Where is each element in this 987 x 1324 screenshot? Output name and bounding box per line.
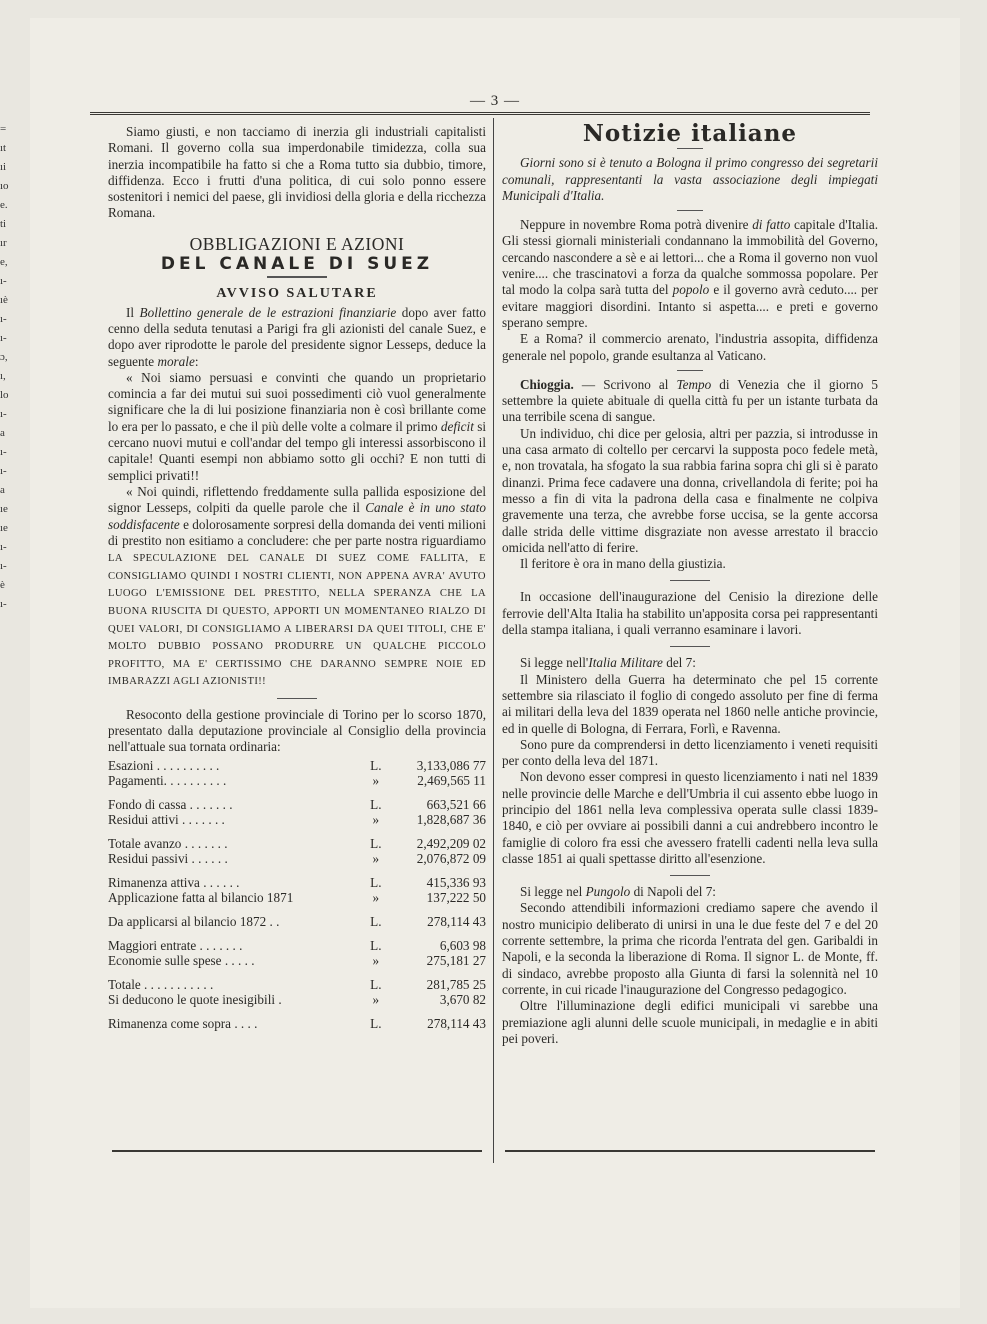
tempo-title: Tempo — [676, 376, 712, 392]
cenisio-paragraph: In occasione dell'inaugurazione del Cenisio la direzione delle ferrovie dell'Alta Italia ha stabilito un'apposita corsa pei rappresentanti della stampa italiana, i quali verranno esaminare i lavori. — [502, 589, 878, 638]
row-value: 2,076,872 09 — [416, 850, 486, 866]
table-row — [108, 938, 486, 953]
roma-paragraph — [502, 217, 878, 331]
text: e dolorosamente sorpresi della domanda dei venti milioni di prestito non esitiamo a concludere: che per parte nostra riguardiamo — [108, 516, 486, 548]
chioggia-label: Chioggia. — [520, 376, 574, 392]
row-currency: L. — [370, 913, 382, 929]
text: — Scrivono al — [573, 376, 677, 392]
text: « Noi siamo persuasi e convinti che quando un proprietario comincia a far dei mutui sui suoi possedimenti ciò vuol generalmente significare che la di lui posizione finanziaria non è così brillante come lo era per lo passato, e che il più delle volte a colmare il primo — [108, 369, 486, 434]
text: Si legge nell' — [520, 655, 589, 671]
row-value: 1,828,687 36 — [416, 811, 486, 827]
text: Si legge nel — [520, 884, 586, 900]
table-row — [108, 812, 486, 827]
right-column — [502, 120, 879, 1047]
edge-fragment: ı- — [0, 541, 7, 553]
edge-fragment: e. — [0, 199, 8, 211]
bottom-rule-right — [505, 1150, 875, 1152]
table-gap — [108, 905, 486, 914]
section-separator — [277, 698, 317, 699]
text: del 7: — [662, 655, 696, 671]
bollettino-paragraph — [108, 305, 486, 370]
row-currency: » — [372, 850, 380, 866]
text: di Venezia che il giorno 5 settembre la quiete abituale di quella città fu per un istante turbata da una terribile scena di sangue. — [502, 376, 879, 425]
row-label: Economie sulle spese . . . . . — [108, 952, 255, 968]
row-label: Totale avanzo . . . . . . . — [108, 835, 228, 851]
heading-canale-suez: DEL CANALE DI SUEZ — [160, 254, 434, 275]
edge-fragment: ı- — [0, 275, 7, 287]
resoconto-paragraph: Resoconto della gestione provinciale di Torino per lo scorso 1870, presentato dalla deputazione provinciale al Consiglio della provincia nell'attuale sua tornata ordinaria: — [108, 706, 486, 755]
popolo-word: popolo — [672, 282, 710, 298]
row-label: Applicazione fatta al bilancio 1871 — [108, 889, 294, 905]
edge-fragment: ı- — [0, 465, 7, 477]
section-separator — [670, 646, 710, 647]
table-gap — [108, 929, 486, 938]
ministero-paragraph: Il Ministero della Guerra ha determinato che pel 15 corrente settembre sia rilasciato il foglio di congedo assoluto per fine di ferma ai militari della leva del 1839 operata nel 1860 nelle antiche provincie, ed in quelle di Bologna, di Ferrara, Forlì, e Ravenna. — [502, 671, 878, 736]
illuminazione-paragraph: Oltre l'illuminazione degli edifici municipali vi sarebbe una premiazione agli alunni delle scuole municipali, in medaglie e in abiti pei poveri. — [502, 998, 878, 1046]
row-label: Totale . . . . . . . . . . . — [108, 976, 214, 992]
edge-fragment: ıt — [0, 142, 7, 154]
ornamental-rule — [267, 276, 327, 278]
row-value: 663,521 66 — [426, 796, 486, 812]
edge-fragment: ı- — [0, 560, 7, 572]
row-label: Maggiori entrate . . . . . . . — [108, 937, 243, 953]
bollettino-title: Bollettino generale de le estrazioni finanziarie — [139, 304, 397, 320]
table-row — [108, 875, 486, 890]
top-rule — [90, 112, 870, 115]
text: di Napoli del 7: — [630, 884, 716, 900]
row-value: 3,133,086 77 — [416, 757, 486, 773]
quote-paragraph-1 — [108, 370, 486, 484]
table-gap — [108, 827, 486, 836]
row-value: 278,114 43 — [427, 913, 486, 929]
short-rule — [677, 148, 703, 149]
deficit-word: deficit — [440, 418, 474, 434]
row-label: Da applicarsi al bilancio 1872 . . — [108, 913, 280, 929]
row-value: 275,181 27 — [426, 952, 486, 968]
row-currency: L. — [370, 937, 382, 953]
chioggia-paragraph — [502, 377, 878, 426]
row-value: 2,492,209 02 — [416, 835, 486, 851]
italia-militare-intro — [502, 655, 878, 671]
left-column — [108, 124, 486, 1031]
row-currency: » — [372, 991, 380, 1007]
table-gap — [108, 788, 486, 797]
edge-fragment: ıi — [0, 161, 7, 173]
row-value: 2,469,565 11 — [417, 772, 486, 788]
edge-fragment: = — [0, 123, 7, 135]
text: Neppure in novembre Roma potrà divenire — [520, 217, 753, 233]
row-label: Esazioni . . . . . . . . . . — [108, 757, 220, 773]
row-value: 278,114 43 — [427, 1015, 486, 1031]
edge-fragment: ti — [0, 218, 7, 230]
italia-militare-title: Italia Militare — [588, 655, 663, 671]
row-value: 6,603 98 — [439, 937, 486, 953]
table-row — [108, 1016, 486, 1031]
pungolo-title: Pungolo — [585, 884, 631, 900]
quote-paragraph-2 — [108, 484, 486, 690]
edge-fragment: ɔ, — [0, 351, 8, 363]
edge-fragment: a — [0, 484, 5, 496]
edge-fragment: ı, — [0, 370, 6, 382]
text: « Noi quindi, riflettendo freddamente sulla pallida esposizione del signor Lesseps, colpiti da quelle parole che il — [108, 483, 486, 516]
row-currency: » — [372, 811, 380, 827]
short-rule — [677, 210, 703, 211]
edge-fragment: ıè — [0, 294, 8, 306]
accounts-table — [108, 758, 486, 1031]
row-currency: L. — [370, 976, 382, 992]
intro-paragraph: Siamo giusti, e non tacciamo di inerzia gli industriali capitalisti Romani. Il governo colla sua imperdonabile timidezza, colla sua inerzia incompatibile ha fatto si che a Roma tutto sia dubbio, timore, diffidenza. Ecco i frutti d'una politica, di cui solo ponno essere sostenitori i nemici del paese, gli invidiosi della gloria e della ricchezza Romana. — [108, 124, 486, 221]
row-currency: L. — [370, 874, 382, 890]
edge-fragment: a — [0, 427, 5, 439]
table-row — [108, 836, 486, 851]
edge-fragment: e, — [0, 256, 8, 268]
edge-fragment: ıe — [0, 522, 8, 534]
row-value: 281,785 25 — [426, 976, 486, 992]
row-value: 415,336 93 — [426, 874, 486, 890]
table-row — [108, 914, 486, 929]
heading-obbligazioni: OBBLIGAZIONI E AZIONI — [189, 233, 405, 254]
row-currency: » — [372, 889, 380, 905]
edge-fragment: ıe — [0, 503, 8, 515]
edge-fragment: lo — [0, 389, 9, 401]
row-currency: » — [372, 952, 380, 968]
text: e il governo avrà ceduto.... per evitare maggiori disordini. Intanto si aspetta.... e preti e governo sperano sempre. — [502, 282, 878, 330]
row-currency: L. — [370, 1015, 382, 1031]
row-label: Pagamenti. . . . . . . . . . — [108, 772, 227, 788]
row-label: Residui attivi . . . . . . . — [108, 811, 225, 827]
text: : — [194, 353, 199, 369]
row-label: Rimanenza come sopra . . . . — [108, 1015, 258, 1031]
italic-phrase: di fatto — [752, 217, 791, 233]
table-row — [108, 953, 486, 968]
column-divider — [493, 118, 494, 1163]
row-value: 137,222 50 — [426, 889, 486, 905]
row-value: 3,670 82 — [439, 991, 486, 1007]
table-gap — [108, 968, 486, 977]
individuo-paragraph: Un individuo, chi dice per gelosia, altri per pazzia, si introdusse in una casa armato di coltello per cercarvi la supposta poco fedele metà, e, non trovatala, ha sfogato la sua rabbia farina sopra chi gli si è parato dinanzi. Prima fece cadavere una donna, crivellandola di ferite; poi ha messo a fin di vita la padrona della casa e finalmente ne colpiva gravemente una terza, che avrebbe forse uccisa, se la gente accorsa dalle strida delle vittime disgraziate non avesse arrestato il braccio omicida nell'atto di ferire. — [502, 425, 878, 555]
municipio-paragraph: Secondo attendibili informazioni crediamo sapere che avendo il nostro municipio deliberato di unirsi in una le due feste del 7 e del 20 corrente settembre, la prima che ricorda l'entrata del gen. Garibaldi in Napoli, e la seconda la liberazione di Roma. Il signor L. de Monte, ff. di sindaco, avrebbe proposto alla Giunta di farsi la solennità nel 10 corrente, in cui ricade l'inaugurazione del Congresso pedagogico. — [502, 900, 878, 997]
table-row — [108, 992, 486, 1007]
table-row — [108, 851, 486, 866]
text: Il — [126, 304, 140, 320]
edge-fragment: ı- — [0, 332, 7, 344]
table-row — [108, 773, 486, 788]
edge-fragment: ı- — [0, 598, 7, 610]
edge-fragment: ır — [0, 237, 7, 249]
edge-fragment: è — [0, 579, 5, 591]
table-row — [108, 797, 486, 812]
row-label: Rimanenza attiva . . . . . . — [108, 874, 240, 890]
edge-fragment: ı- — [0, 446, 7, 458]
row-currency: L. — [370, 796, 382, 812]
feritore-paragraph: Il feritore è ora in mano della giustizia. — [520, 556, 726, 572]
row-currency: » — [372, 772, 380, 788]
caps-passage: LA SPECULAZIONE DEL CANALE DI SUEZ COME FALLITA, E CONSIGLIAMO QUINDI I NOSTRI CLIENTI, NON APPENA AVRA' AVUTO LUOGO L'EMISSIONE DEL PRESTITO, NELLA SPERANZA CHE LA BUONA RIUSCITA DI QUESTO, APPORTI UN MOMENTANEO RIALZO DI QUEI VALORI, DI CONSIGLIAMO A LIBERARSI DA QUEI TITOLI, CHE E' MOLTO DUBBIO POSSANO PRODURRE UN QUALCHE PICCOLO PROFITTO, MA E' CERTISSIMO CHE DARANNO SEMPRE NOIE ED IMBARAZZI AGLI AZIONISTI!! — [108, 553, 486, 688]
row-currency: L. — [370, 835, 382, 851]
text: dopo aver fatto cenno della seduta tenutasi a Parigi fra gli azionisti del canale Suez, e dopo aver riprodotte le parole del presidente signor Lesseps, deduce la seguente — [108, 304, 487, 369]
text: capitale d'Italia. Gli stessi giornali ministeriali condannano la immobilità del Governo, cercando nascondere a sè e ai lettori... che a Roma il governo non vuol venire.... che trascinatovi a forza da qualche sommossa popolare. Per tal modo la colpa sarà tutta del — [502, 217, 879, 298]
bottom-rule-left — [112, 1150, 482, 1152]
lead-paragraph: Giorni sono si è tenuto a Bologna il primo congresso dei segretarii comunali, rappresentanti la vasta associazione degli impiegati Municipali d'Italia. — [502, 155, 878, 203]
heading-notizie-italiane: Notizie italiane — [582, 120, 798, 147]
row-currency: L. — [370, 757, 382, 773]
page-number: — 3 — — [470, 93, 520, 109]
edge-fragment: ı- — [0, 408, 7, 420]
canale-phrase: Canale è in uno stato soddisfacente — [108, 500, 486, 532]
marche-paragraph: Non devono esser compresi in questo licenziamento i nati nel 1839 nelle provincie delle Marche e dell'Umbria il cui assento ebbe luogo in principio del 1861 nella leva complessiva operata sulle classi 1839-1840, e ciò per ovviare ai possibili danni a cui andrebbero incontro le famiglie di coloro fra essi che avessero fratelli cadenti nella leva sulla classe 1851 ai quali spettasse diritto all'esenzione. — [502, 769, 878, 866]
morale-word: morale — [157, 353, 195, 369]
row-label: Si deducono le quote inesigibili . — [108, 991, 282, 1007]
table-row — [108, 890, 486, 905]
table-gap — [108, 866, 486, 875]
edge-fragment: ı- — [0, 313, 7, 325]
table-row — [108, 758, 486, 773]
edge-fragment: ıo — [0, 180, 9, 192]
pungolo-intro — [502, 884, 878, 900]
short-rule — [677, 370, 703, 371]
row-label: Residui passivi . . . . . . — [108, 850, 228, 866]
table-gap — [108, 1007, 486, 1016]
left-edge-fragments — [0, 120, 14, 614]
vaticano-paragraph: E a Roma? il commercio arenato, l'industria assopita, diffidenza generale nel popolo, grande esultanza al Vaticano. — [502, 331, 878, 363]
heading-avviso: AVVISO SALUTARE — [216, 286, 378, 302]
veneti-paragraph: Sono pure da comprendersi in detto licenziamento i veneti requisiti per conto della leva del 1871. — [502, 736, 878, 769]
section-separator — [670, 875, 710, 876]
section-separator — [670, 580, 710, 581]
text: si cercano nuovi mutui e coll'andar del tempo gli interessi assorbiscono il capitale! Quanti esempi non abbiamo sotto gli occhi? E non tutti di semplici privati!! — [108, 418, 486, 483]
row-label: Fondo di cassa . . . . . . . — [108, 796, 233, 812]
table-row — [108, 977, 486, 992]
